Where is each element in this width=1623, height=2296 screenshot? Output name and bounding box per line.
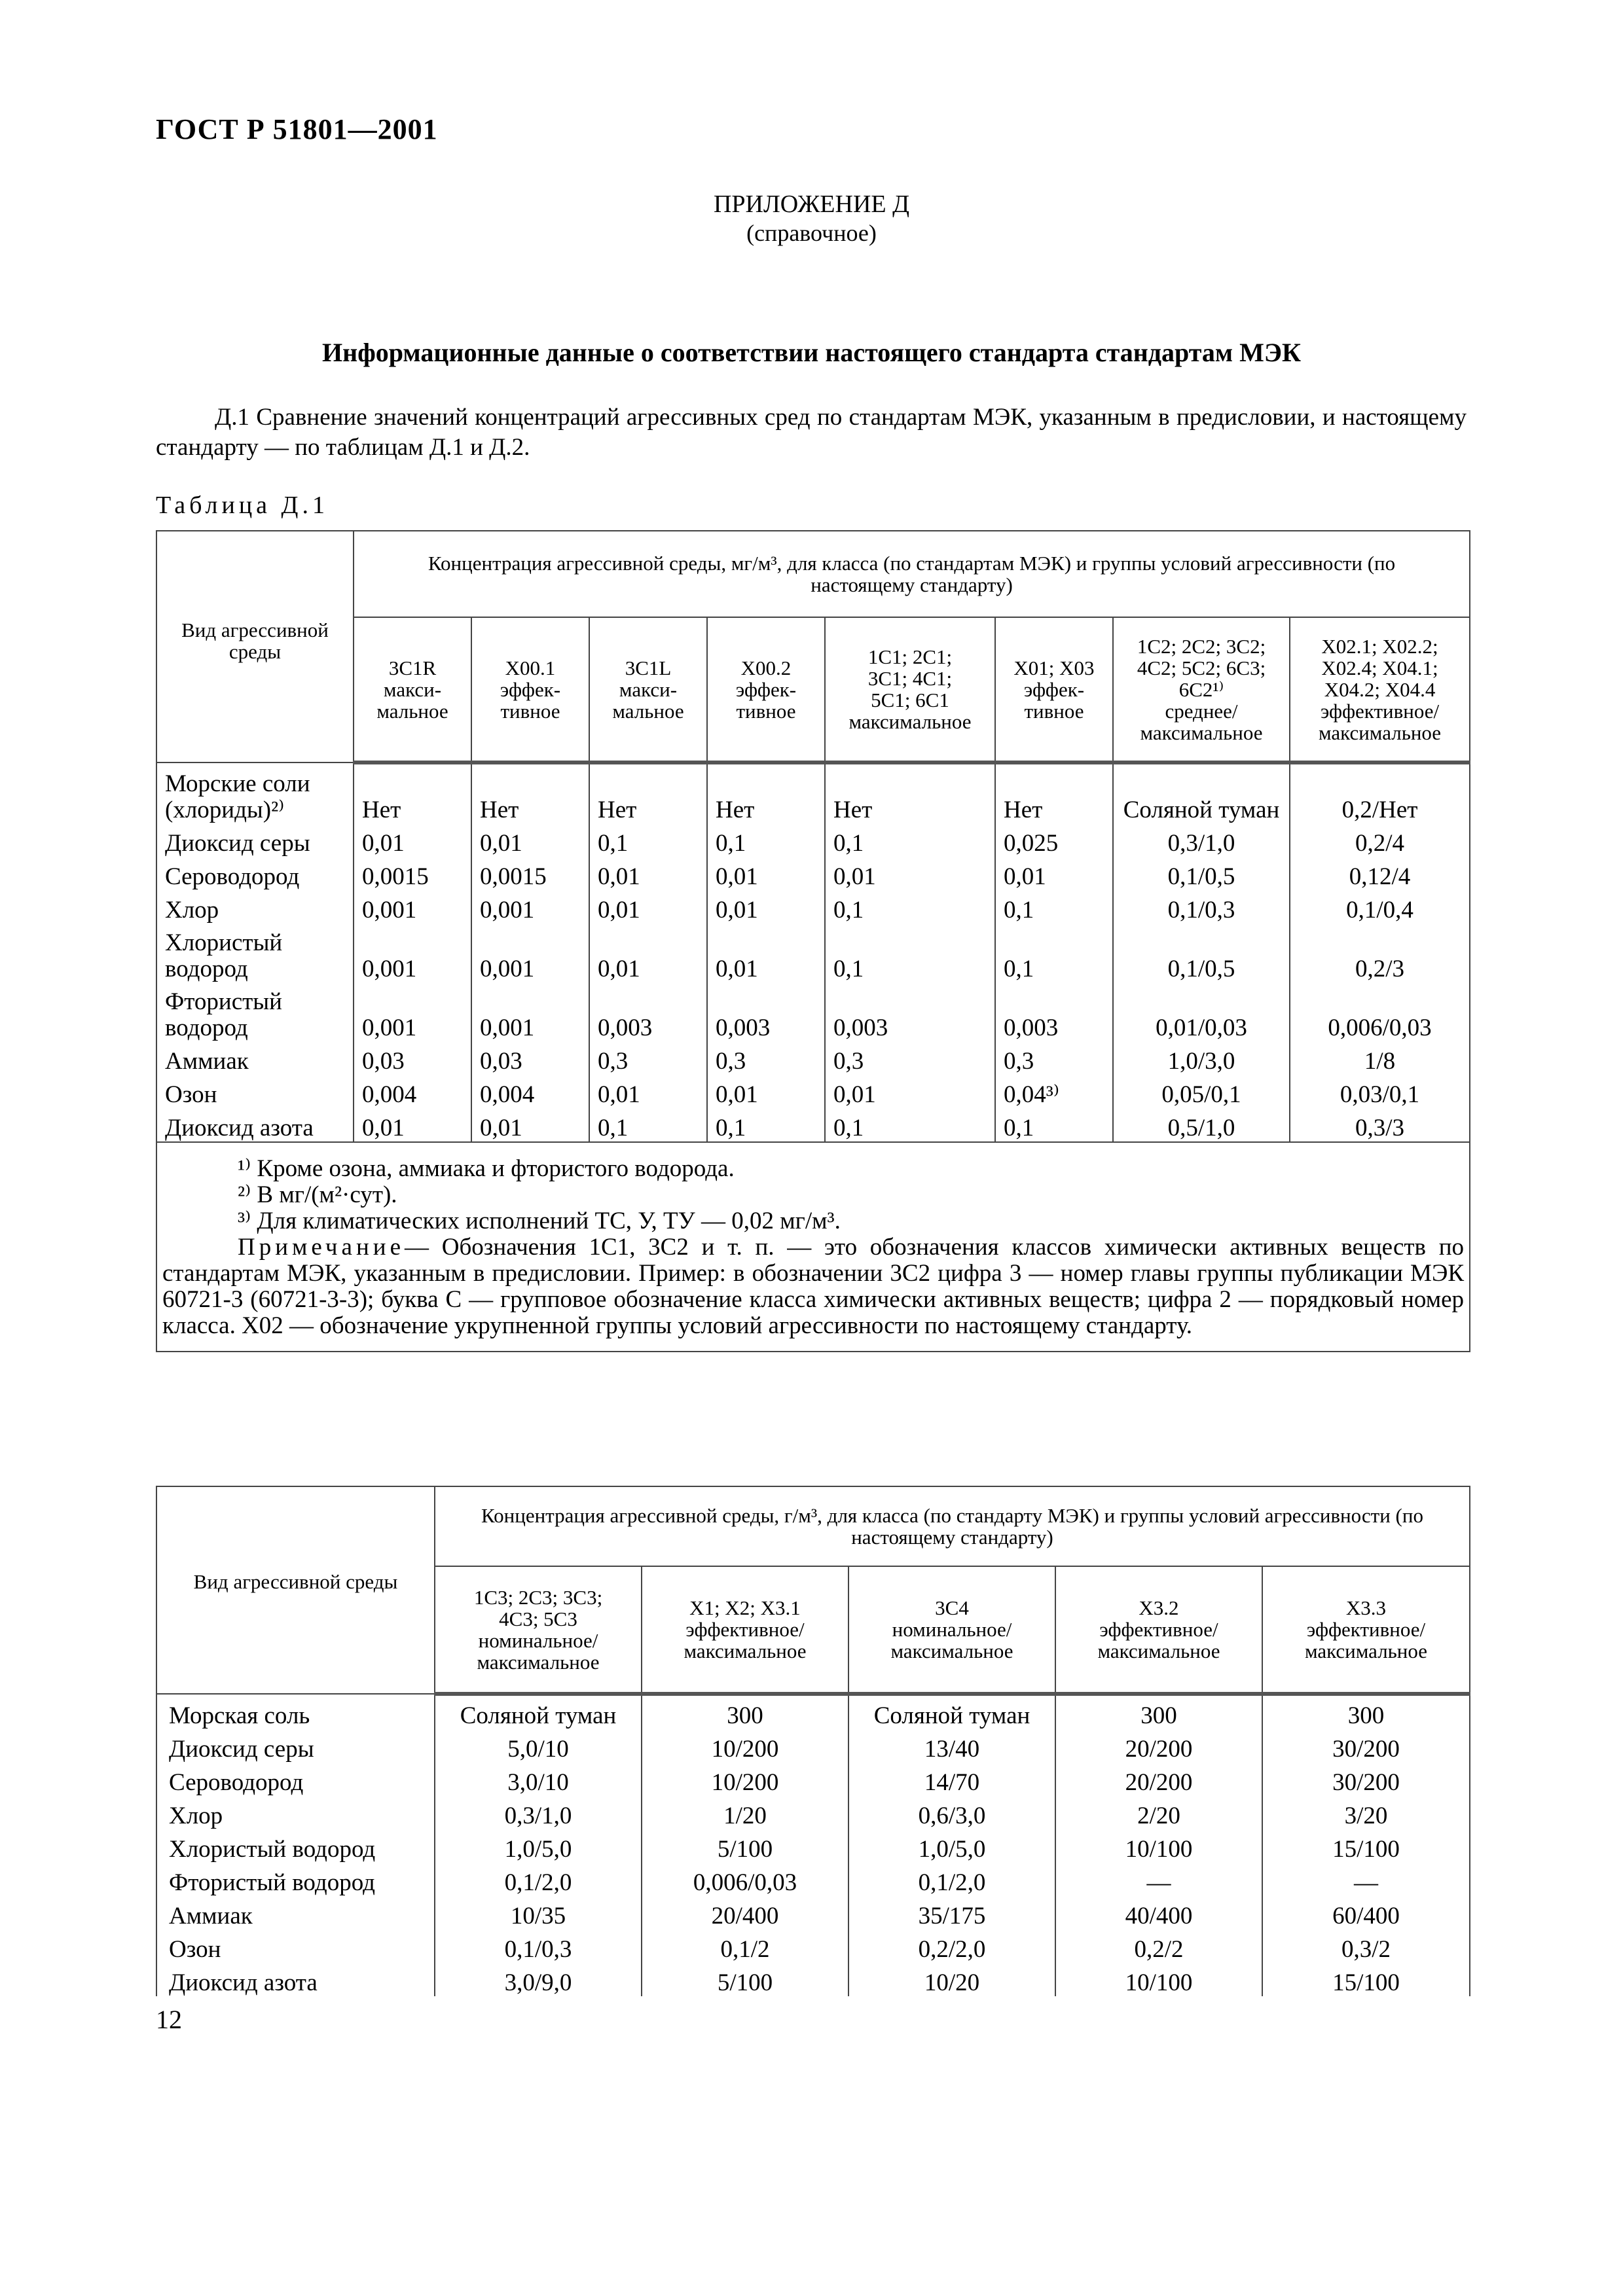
- footnote-1: ¹⁾ Кроме озона, аммиака и фтористого водорода.: [238, 1155, 735, 1182]
- table-d1-cell: 0,01: [354, 1108, 471, 1142]
- table-d1-col-header-line: 6C2¹⁾: [1178, 677, 1224, 701]
- table-d1-col-header-line: максимальное: [1140, 721, 1263, 744]
- table-d1-cell: 0,1: [825, 823, 995, 857]
- table-d2-cell: 60/400: [1262, 1896, 1470, 1929]
- table-d2-cell: Соляной туман: [848, 1694, 1055, 1729]
- table-d1-col-header-line: X04.2; X04.4: [1324, 677, 1436, 701]
- table-d1-col-header-4: [707, 617, 825, 762]
- table-d2-col-header-line: X1; X2; X3.1: [689, 1596, 801, 1619]
- table-d1-col-header-2: [471, 617, 589, 762]
- table-d1-cell: 0,001: [471, 982, 589, 1041]
- table-d1-col-header-line: 3C1; 4C1;: [867, 667, 953, 690]
- table-d2-row-label: Морская соль: [156, 1694, 435, 1729]
- table-d1-col-header-line: максимальное: [1318, 721, 1442, 744]
- table-d2-cell: 300: [1262, 1694, 1470, 1729]
- table-d2-col-header-line: 3C4: [935, 1596, 969, 1619]
- table-d1-cell: 0,001: [354, 924, 471, 982]
- table-d2-col-header-line: эффективное/: [1099, 1618, 1218, 1641]
- table-d2-cell: 1/20: [642, 1796, 848, 1829]
- table-d1-col-header-7: [1113, 617, 1290, 762]
- table-d2-cell: 300: [1055, 1694, 1262, 1729]
- table-row: [156, 1729, 1470, 1763]
- table-d1-cell: 0,03: [471, 1041, 589, 1075]
- table-d1-col-header-line: макси-: [619, 677, 678, 701]
- table-d2-cell: —: [1262, 1863, 1470, 1896]
- table-d2-row-label: Диоксид азота: [156, 1963, 435, 1996]
- table-d1-col-header-line: X00.2: [740, 656, 792, 679]
- table-d2-col-header-line: 1C3; 2C3; 3C3;: [473, 1585, 603, 1609]
- table-d2-col-header-line: 4C3; 5C3: [499, 1607, 577, 1630]
- table-d2-cell: 0,2/2,0: [848, 1929, 1055, 1963]
- table-row: [156, 1963, 1470, 1996]
- table-row: [156, 762, 1470, 823]
- table-d1-col-header-line: X01; X03: [1013, 656, 1095, 679]
- table-row: [156, 982, 1470, 1041]
- table-d2-row-label: Аммиак: [156, 1896, 435, 1929]
- table-d1-cell: 0,04³⁾: [995, 1075, 1113, 1108]
- table-d1-col-header-line: X02.4; X04.1;: [1321, 656, 1438, 679]
- table-d1-cell: 0,01: [825, 857, 995, 890]
- table-d1-cell: 0,1: [825, 1108, 995, 1142]
- table-d2-cell: —: [1055, 1863, 1262, 1896]
- table-d1-row-label: Диоксид серы: [156, 823, 354, 857]
- table-d1-row-label: Диоксид азота: [156, 1108, 354, 1142]
- table-d1-col-header-line: 3C1R: [388, 656, 437, 679]
- table-d2-cell: 20/400: [642, 1896, 848, 1929]
- table-row: [156, 1796, 1470, 1829]
- table-d2-row-label: Фтористый водород: [156, 1863, 435, 1896]
- intro-paragraph: Д.1 Сравнение значений концентраций агрессивных сред по стандартам МЭК, указанным в предисловии, и настоящему стандарту — по таблицам Д.1 и Д.2.: [156, 404, 1467, 461]
- table-d2-col-header-line: X3.3: [1345, 1596, 1387, 1619]
- table-d2-cell: 1,0/5,0: [435, 1829, 642, 1863]
- table-d2-cell: 10/100: [1055, 1829, 1262, 1863]
- table-d1-col-header-line: эффективное/: [1320, 699, 1440, 723]
- table-d2-cell: 35/175: [848, 1896, 1055, 1929]
- table-d1-cell: 0,1: [995, 1108, 1113, 1142]
- table-d1-cell: Соляной туман: [1113, 762, 1290, 823]
- table-d2-cell: 10/35: [435, 1896, 642, 1929]
- table-d1-col-header-3: [589, 617, 707, 762]
- table-d2-cell: 0,1/2: [642, 1929, 848, 1963]
- table-d2-cell: 0,3/1,0: [435, 1796, 642, 1829]
- table-d1-col-header-6: [995, 617, 1113, 762]
- table-d1-cell: 0,1: [589, 1108, 707, 1142]
- table-row: [156, 1041, 1470, 1075]
- table-d2-cell: 0,1/0,3: [435, 1929, 642, 1963]
- table-d2-col-header-1: [435, 1566, 642, 1694]
- table-d1-col-header-line: эффек-: [1023, 677, 1085, 701]
- table-d1-col-header-line: X00.1: [505, 656, 556, 679]
- table-d2-cell: 0,2/2: [1055, 1929, 1262, 1963]
- table-d1-cell: 0,3/3: [1290, 1108, 1470, 1142]
- table-d1-cell: 0,2/4: [1290, 823, 1470, 857]
- table-d1-cell: 0,1: [707, 1108, 825, 1142]
- table-d1-cell: Нет: [995, 762, 1113, 823]
- table-d1-cell: 0,01: [471, 823, 589, 857]
- table-d1-cell: 0,001: [471, 890, 589, 924]
- table-d2-cell: 30/200: [1262, 1729, 1470, 1763]
- table-row: [156, 1763, 1470, 1796]
- table-d1-col-header-8: [1290, 617, 1470, 762]
- table-d1-cell: 0,01: [825, 1075, 995, 1108]
- table-d1-col-header-line: максимальное: [848, 710, 972, 733]
- table-d2-col-header-2: [642, 1566, 848, 1694]
- table-d2-col-header-line: эффективное/: [685, 1618, 805, 1641]
- table-d2-cell: 30/200: [1262, 1763, 1470, 1796]
- note-label: Примечание: [238, 1234, 405, 1261]
- table-d2-cell: 15/100: [1262, 1829, 1470, 1863]
- table-d1-cell: 1/8: [1290, 1041, 1470, 1075]
- table-d2-cell: 10/20: [848, 1963, 1055, 1996]
- table-d1-col-header-line: среднее/: [1165, 699, 1238, 723]
- table-d2-cell: 1,0/5,0: [848, 1829, 1055, 1863]
- table-d1-cell: 0,3: [589, 1041, 707, 1075]
- table-d1-cell: Нет: [471, 762, 589, 823]
- table-d1-cell: 0,3: [707, 1041, 825, 1075]
- table-d1-cell: 0,0015: [354, 857, 471, 890]
- table-d1-cell: 0,001: [354, 890, 471, 924]
- table-d1-cell: 0,3/1,0: [1113, 823, 1290, 857]
- table-d1-cell: 0,01: [707, 924, 825, 982]
- table-d1-cell: 0,01: [589, 924, 707, 982]
- table-d1-row-label: Хлористый водород: [156, 924, 354, 982]
- table-d2-cell: 5/100: [642, 1829, 848, 1863]
- table-d1-cell: 0,3: [995, 1041, 1113, 1075]
- table-d1-cell: 0,1: [995, 924, 1113, 982]
- table-d1-cell: Нет: [707, 762, 825, 823]
- table-d1-row-label: Фтористый водород: [156, 982, 354, 1041]
- table-d1-cell: 0,006/0,03: [1290, 982, 1470, 1041]
- table-d1-cell: 0,05/0,1: [1113, 1075, 1290, 1108]
- table-row: [156, 1863, 1470, 1896]
- table-d2-cell: 15/100: [1262, 1963, 1470, 1996]
- table-d1-cell: 0,003: [995, 982, 1113, 1041]
- table-d1-col-header-line: мальное: [612, 699, 684, 723]
- table-d2-group-header: Концентрация агрессивной среды, г/м³, для класса (по стандарту МЭК) и группы условий агрессивности (по настоящему стандарту): [435, 1486, 1470, 1566]
- table-d1-col-header-line: 1C2; 2C2; 3C2;: [1137, 634, 1266, 658]
- table-d2-row-label: Диоксид серы: [156, 1729, 435, 1763]
- table-d2: [156, 1486, 1470, 1996]
- table-d2-cell: Соляной туман: [435, 1694, 642, 1729]
- table-d1-col-header-line: тивное: [500, 699, 560, 723]
- table-d2-col-header-line: максимальное: [890, 1640, 1013, 1662]
- table-d1-cell: 0,1/0,4: [1290, 890, 1470, 924]
- table-d1-cell: 0,001: [471, 924, 589, 982]
- table-d1-row-header: Вид агрессивной среды: [156, 531, 354, 762]
- table-d1-col-header-line: мальное: [376, 699, 448, 723]
- table-d1-row-label: Сероводород: [156, 857, 354, 890]
- table-d1-cell: 0,0015: [471, 857, 589, 890]
- table-d1-cell: 0,2/3: [1290, 924, 1470, 982]
- table-d1-cell: Нет: [825, 762, 995, 823]
- table-d2-cell: 0,6/3,0: [848, 1796, 1055, 1829]
- table-d2-cell: 3/20: [1262, 1796, 1470, 1829]
- table-d1-notes: [156, 1142, 1470, 1352]
- table-d2-col-header-3: [848, 1566, 1055, 1694]
- table-d1-cell: 0,003: [707, 982, 825, 1041]
- table-d1-cell: 0,004: [471, 1075, 589, 1108]
- table-d2-col-header-line: эффективное/: [1306, 1618, 1426, 1641]
- table-row: [156, 1108, 1470, 1142]
- table-d1-col-header-line: тивное: [1024, 699, 1084, 723]
- table-d1-cell: 0,01: [589, 857, 707, 890]
- table-d2-col-header-4: [1055, 1566, 1262, 1694]
- table-row: [156, 1896, 1470, 1929]
- table-d1-cell: 0,12/4: [1290, 857, 1470, 890]
- table-d1-cell: 0,003: [825, 982, 995, 1041]
- table-d1-col-header-line: X02.1; X02.2;: [1321, 634, 1438, 658]
- table-d2-col-header-line: максимальное: [1097, 1640, 1220, 1662]
- table-row: [156, 924, 1470, 982]
- table-d1-cell: Нет: [589, 762, 707, 823]
- table-d1-cell: 0,003: [589, 982, 707, 1041]
- note-text: — Обозначения 1С1, 3С2 и т. п. — это обозначения классов химически активных веществ по стандартам МЭК, указанным в предисловии. Пример: в обозначении 3С2 цифра 3 — номер главы группы публикации МЭК 60721-3 (60721-3-3); буква С — групповое обозначение класса химически активных веществ; цифра 2 — порядковый номер класса. X02 — обозначение укрупненной группы условий агрессивности по настоящему стандарту.: [162, 1234, 1465, 1339]
- table-d2-col-header-line: максимальное: [477, 1650, 600, 1674]
- table-d1-row-label: Аммиак: [156, 1041, 354, 1075]
- table-d1-cell: 0,004: [354, 1075, 471, 1108]
- table-d1-cell: Нет: [354, 762, 471, 823]
- table-d2-cell: 0,1/2,0: [848, 1863, 1055, 1896]
- table-d1-col-header-line: 1C1; 2C1;: [867, 645, 953, 668]
- table-d2-cell: 20/200: [1055, 1729, 1262, 1763]
- table-d1-col-header-line: тивное: [736, 699, 796, 723]
- table-d1-caption: Таблица Д.1: [156, 492, 329, 519]
- table-d2-cell: 20/200: [1055, 1763, 1262, 1796]
- table-d1-cell: 0,1: [707, 823, 825, 857]
- table-d1-col-header-line: 5C1; 6C1: [871, 689, 949, 711]
- table-d1-cell: 0,5/1,0: [1113, 1108, 1290, 1142]
- table-d1-col-header-1: [354, 617, 471, 762]
- table-d1-cell: 0,01: [995, 857, 1113, 890]
- table-d1-cell: 0,025: [995, 823, 1113, 857]
- table-d1-cell: 0,3: [825, 1041, 995, 1075]
- table-d1-group-header: Концентрация агрессивной среды, мг/м³, для класса (по стандартам МЭК) и группы условий агрессивности (по настоящему стандарту): [354, 531, 1470, 617]
- table-d2-col-header-5: [1262, 1566, 1470, 1694]
- table-row: [156, 823, 1470, 857]
- table-d1-row-label: Морские соли (хлориды)²⁾: [156, 762, 354, 823]
- page-number: 12: [156, 2005, 182, 2034]
- table-d1-cell: 0,01: [354, 823, 471, 857]
- table-d2-cell: 10/200: [642, 1729, 848, 1763]
- table-d1-col-header-5: [825, 617, 995, 762]
- table-d2-cell: 14/70: [848, 1763, 1055, 1796]
- table-d2-cell: 0,3/2: [1262, 1929, 1470, 1963]
- table-d1-cell: 0,1: [825, 924, 995, 982]
- table-d2-row-label: Хлор: [156, 1796, 435, 1829]
- table-d1-col-header-line: эффек-: [735, 677, 797, 701]
- table-d2-col-header-line: номинальное/: [892, 1618, 1012, 1641]
- appendix-subtitle: (справочное): [746, 220, 877, 246]
- table-d2-col-header-line: максимальное: [684, 1640, 807, 1662]
- table-d1-row-label: Хлор: [156, 890, 354, 924]
- table-d1-cell: 0,01: [707, 890, 825, 924]
- table-d1: [156, 530, 1470, 1352]
- table-d1-col-header-line: 4C2; 5C2; 6C3;: [1137, 656, 1266, 679]
- table-d2-col-header-line: X3.2: [1139, 1596, 1179, 1619]
- table-d2-cell: 0,1/2,0: [435, 1863, 642, 1896]
- appendix-title: ПРИЛОЖЕНИЕ Д: [713, 190, 910, 218]
- table-d1-col-header-line: макси-: [383, 677, 442, 701]
- table-d1-cell: 0,01: [707, 1075, 825, 1108]
- table-d2-cell: 3,0/9,0: [435, 1963, 642, 1996]
- table-d2-cell: 10/200: [642, 1763, 848, 1796]
- table-d2-col-header-line: номинальное/: [478, 1628, 598, 1652]
- table-row: [156, 1829, 1470, 1863]
- table-row: [156, 1929, 1470, 1963]
- table-d1-cell: 0,01: [707, 857, 825, 890]
- footnote-2: ²⁾ В мг/(м²·сут).: [238, 1181, 397, 1208]
- table-d2-cell: 0,006/0,03: [642, 1863, 848, 1896]
- table-row: [156, 1075, 1470, 1108]
- table-d1-cell: 0,1/0,5: [1113, 857, 1290, 890]
- table-d2-row-label: Озон: [156, 1929, 435, 1963]
- table-d2-row-label: Сероводород: [156, 1763, 435, 1796]
- table-d1-cell: 0,03/0,1: [1290, 1075, 1470, 1108]
- section-heading: Информационные данные о соответствии настоящего стандарта стандартам МЭК: [321, 338, 1302, 367]
- table-d2-cell: 13/40: [848, 1729, 1055, 1763]
- table-d2-cell: 40/400: [1055, 1896, 1262, 1929]
- table-d1-col-header-line: эффек-: [500, 677, 561, 701]
- table-d2-cell: 5/100: [642, 1963, 848, 1996]
- table-d1-cell: 0,1/0,5: [1113, 924, 1290, 982]
- table-d2-cell: 5,0/10: [435, 1729, 642, 1763]
- table-d2-cell: 2/20: [1055, 1796, 1262, 1829]
- table-d1-cell: 0,1: [995, 890, 1113, 924]
- table-d1-cell: 0,001: [354, 982, 471, 1041]
- document-code-header: ГОСТ Р 51801—2001: [156, 113, 438, 145]
- table-row: [156, 890, 1470, 924]
- table-d1-cell: 0,01: [471, 1108, 589, 1142]
- table-d1-cell: 0,01: [589, 890, 707, 924]
- table-d1-cell: 1,0/3,0: [1113, 1041, 1290, 1075]
- table-d2-row-header: Вид агрессивной среды: [156, 1486, 435, 1694]
- table-d1-cell: 0,01: [589, 1075, 707, 1108]
- table-d1-cell: 0,03: [354, 1041, 471, 1075]
- table-d1-cell: 0,2/Нет: [1290, 762, 1470, 823]
- table-d1-cell: 0,01/0,03: [1113, 982, 1290, 1041]
- table-row: [156, 1694, 1470, 1729]
- table-d2-row-label: Хлористый водород: [156, 1829, 435, 1863]
- table-d1-cell: 0,1: [825, 890, 995, 924]
- table-d1-col-header-line: 3C1L: [625, 656, 672, 679]
- table-row: [156, 857, 1470, 890]
- table-d2-cell: 3,0/10: [435, 1763, 642, 1796]
- table-d1-cell: 0,1/0,3: [1113, 890, 1290, 924]
- table-d2-cell: 10/100: [1055, 1963, 1262, 1996]
- table-d1-cell: 0,1: [589, 823, 707, 857]
- table-d2-cell: 300: [642, 1694, 848, 1729]
- table-d1-note: [162, 1234, 1464, 1339]
- footnote-3: ³⁾ Для климатических исполнений ТС, У, ТУ — 0,02 мг/м³.: [238, 1208, 841, 1234]
- table-d2-col-header-line: максимальное: [1304, 1640, 1428, 1662]
- table-d1-row-label: Озон: [156, 1075, 354, 1108]
